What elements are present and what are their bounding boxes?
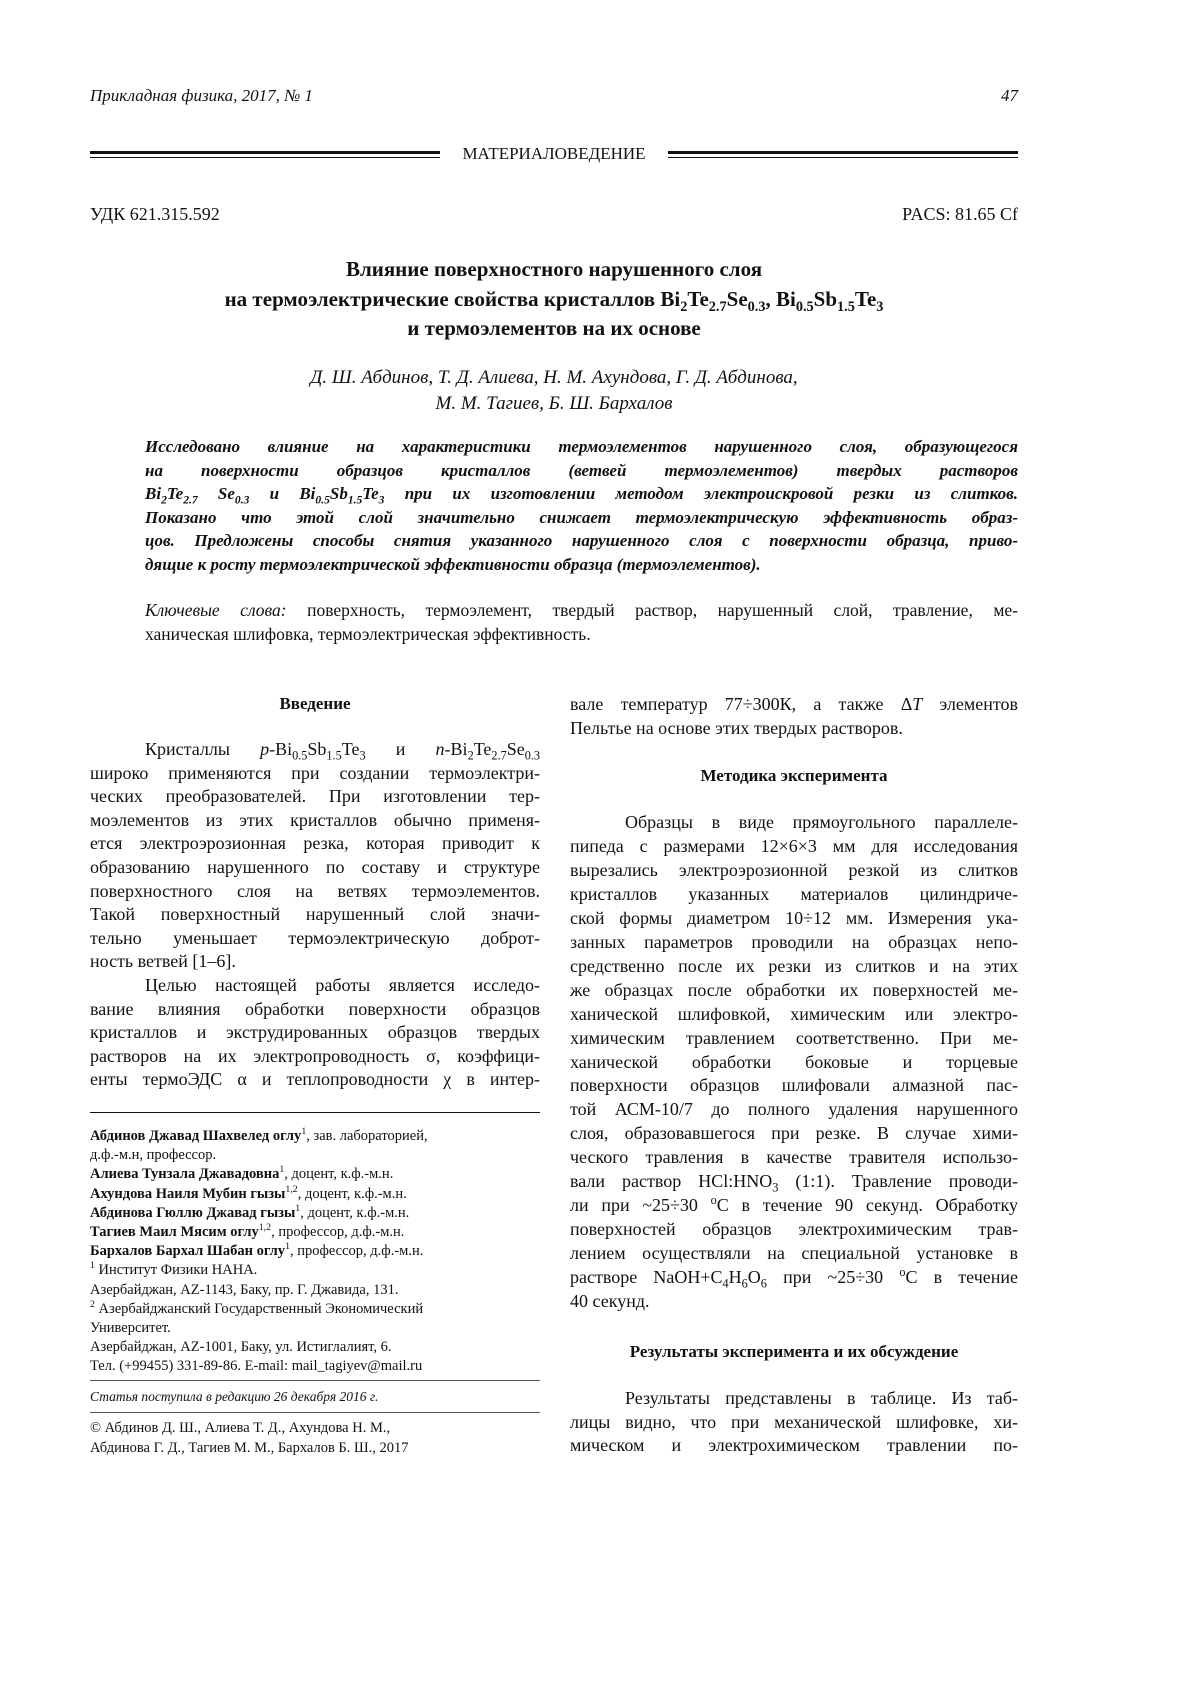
- text-line: Такой поверхностный нарушенный слой значи-: [90, 903, 540, 927]
- text-run: o: [711, 1193, 717, 1207]
- text-line: на поверхности образцов кристаллов (ветвей термоэлементов) твердых растворов: [145, 459, 1018, 483]
- text-run: 0.5: [796, 299, 814, 315]
- text-run: T: [912, 694, 922, 714]
- text-line: Исследовано влияние на характеристики термоэлементов нарушенного слоя, образующегося: [145, 435, 1018, 459]
- text-run: 1: [301, 1126, 306, 1137]
- text-run: 0.3: [748, 299, 766, 315]
- text-line: и термоэлементов на их основе: [90, 314, 1018, 344]
- text-run: 1.5: [837, 299, 855, 315]
- text-line: Азербайджан, AZ-1143, Баку, пр. Г. Джавида, 131.: [90, 1281, 540, 1300]
- text-line: растворов на их электропроводность σ, коэффици-: [90, 1045, 540, 1069]
- text-line: на термоэлектрические свойства кристаллов Bi2Te2.7Se0.3, Bi0.5Sb1.5Te3: [90, 285, 1018, 315]
- text-run: 6: [761, 1277, 767, 1291]
- text-line: дящие к росту термоэлектрической эффективности образца (термоэлементов).: [145, 553, 1018, 577]
- text-line: Bi2Te2.7 Se0.3 и Bi0.5Sb1.5Te3 при их изготовлении методом электроискровой резки из слитков.: [145, 482, 1018, 506]
- text-line: Ключевые слова: поверхность, термоэлемент, твердый раствор, нарушенный слой, травление, ме-: [145, 599, 1018, 623]
- text-run: 0.5: [315, 494, 329, 507]
- text-line: широко применяются при создании термоэлектри-: [90, 762, 540, 786]
- text-line: поверхностей образцов электрохимическим трав-: [570, 1218, 1018, 1242]
- heading-method: Методика эксперимента: [570, 766, 1018, 786]
- text-line: Азербайджан, AZ-1001, Баку, ул. Истиглалият, 6.: [90, 1338, 540, 1357]
- text-line: пипеда с размерами 12×6×3 мм для исследования: [570, 835, 1018, 859]
- text-run: 1.5: [326, 749, 341, 763]
- text-run: 4: [723, 1277, 729, 1291]
- text-line: Показано что этой слой значительно снижает термоэлектрическую эффективность образ-: [145, 506, 1018, 530]
- intro-paragraph-2-continued: [570, 693, 1018, 740]
- text-run: 1: [279, 1165, 284, 1176]
- text-line: 40 секунд.: [570, 1290, 1018, 1314]
- text-line: Влияние поверхностного нарушенного слоя: [90, 255, 1018, 285]
- text-run: o: [899, 1265, 905, 1279]
- text-line: Кристаллы p-Bi0.5Sb1.5Te3 и n-Bi2Te2.7Se0.3: [90, 738, 540, 762]
- text-run: 3: [876, 299, 883, 315]
- text-run: 1: [90, 1261, 95, 1272]
- text-line: Пельтье на основе этих твердых растворов.: [570, 717, 1018, 741]
- text-line: лицы видно, что при механической шлифовке, хи-: [570, 1411, 1018, 1435]
- text-line: средственно после их резки из слитков и на этих: [570, 955, 1018, 979]
- text-run: Тагиев Маил Мясим оглу: [90, 1224, 259, 1240]
- text-line: Результаты представлены в таблице. Из таб-: [570, 1387, 1018, 1411]
- text-run: 1: [295, 1203, 300, 1214]
- text-run: 2.7: [491, 749, 506, 763]
- text-line: Абдинова Г. Д., Тагиев М. М., Бархалов Б. Ш., 2017: [90, 1439, 540, 1459]
- text-line: той АСМ-10/7 до полного удаления нарушенного: [570, 1098, 1018, 1122]
- text-line: образованию нарушенного по составу и структуре: [90, 856, 540, 880]
- heading-results: Результаты эксперимента и их обсуждение: [570, 1342, 1018, 1362]
- text-line: Абдинов Джавад Шахвелед оглу1, зав. лабораторией,: [90, 1127, 540, 1146]
- results-paragraph: [570, 1387, 1018, 1458]
- text-run: 1,2: [285, 1184, 297, 1195]
- intro-paragraph-1: [90, 738, 540, 974]
- text-line: вали раствор HCl:HNO3 (1:1). Травление проводи-: [570, 1170, 1018, 1194]
- text-run: Абдинова Гюллю Джавад гызы: [90, 1205, 295, 1221]
- text-line: цов. Предложены способы снятия указанного нарушенного слоя с поверхности образца, приво-: [145, 529, 1018, 553]
- text-line: Алиева Тунзала Джавадовна1, доцент, к.ф.-м.н.: [90, 1165, 540, 1184]
- text-run: Бархалов Бархал Шабан оглу: [90, 1243, 285, 1259]
- text-line: лением осуществляли на специальной установке в: [570, 1242, 1018, 1266]
- text-run: 0.5: [292, 749, 307, 763]
- text-line: поверхности образцов шлифовали алмазной пас-: [570, 1074, 1018, 1098]
- text-run: Ключевые слова:: [145, 600, 287, 620]
- text-run: Ахундова Наиля Мубин гызы: [90, 1186, 285, 1202]
- text-line: Тел. (+99455) 331-89-86. E-mail: mail_tagiyev@mail.ru: [90, 1357, 540, 1376]
- text-run: 3: [359, 749, 365, 763]
- text-line: кристаллов указанных материалов цилиндриче-: [570, 883, 1018, 907]
- pacs-code: PACS: 81.65 Cf: [902, 204, 1018, 225]
- page-number: 47: [1001, 86, 1018, 106]
- footnote-divider: [90, 1380, 540, 1381]
- text-line: ханической обработки боковые и торцевые: [570, 1051, 1018, 1075]
- abstract: [145, 435, 1018, 577]
- text-line: слоя, образовавшегося при резке. В случае хими-: [570, 1122, 1018, 1146]
- text-line: Образцы в виде прямоугольного параллеле-: [570, 811, 1018, 835]
- text-line: ческого травления в качестве травителя использо-: [570, 1146, 1018, 1170]
- running-header-journal: Прикладная физика, 2017, № 1: [90, 86, 313, 106]
- text-line: тельно уменьшает термоэлектрическую доброт-: [90, 927, 540, 951]
- text-line: ханической шлифовкой, химическим или электро-: [570, 1003, 1018, 1027]
- text-line: д.ф.-м.н, профессор.: [90, 1146, 540, 1165]
- received-date: Статья поступила в редакцию 26 декабря 2016 г.: [90, 1389, 378, 1405]
- udc-code: УДК 621.315.592: [90, 204, 220, 225]
- section-title: МАТЕРИАЛОВЕДЕНИЕ: [440, 144, 668, 164]
- text-run: Абдинов Джавад Шахвелед оглу: [90, 1128, 301, 1144]
- text-run: 3: [772, 1181, 778, 1195]
- text-line: химическим травлением соответственно. При ме-: [570, 1027, 1018, 1051]
- keywords: [145, 599, 1018, 646]
- text-run: 2.7: [183, 494, 197, 507]
- text-run: 3: [379, 494, 385, 507]
- text-run: Алиева Тунзала Джавадовна: [90, 1166, 279, 1182]
- text-run: 2: [468, 749, 474, 763]
- text-run: n: [436, 739, 445, 759]
- page: [0, 0, 1200, 1698]
- copyright-divider: [90, 1412, 540, 1413]
- text-line: Тагиев Маил Мясим оглу1,2, профессор, д.ф.-м.н.: [90, 1223, 540, 1242]
- section-rule-left: [90, 151, 440, 158]
- text-run: p: [260, 739, 269, 759]
- section-rule-right: [668, 151, 1018, 158]
- text-line: растворе NaOH+C4H6O6 при ~25÷30 oC в течение: [570, 1266, 1018, 1290]
- author-footnotes: [90, 1127, 540, 1377]
- text-run: 1.5: [348, 494, 362, 507]
- text-line: ность ветвей [1–6].: [90, 950, 540, 974]
- copyright: [90, 1419, 540, 1458]
- footnote-rule: [90, 1112, 540, 1113]
- text-line: Целью настоящей работы является исследо-: [90, 974, 540, 998]
- text-line: моэлементов из этих кристаллов обычно применя-: [90, 809, 540, 833]
- text-run: 2: [680, 299, 687, 315]
- text-line: Абдинова Гюллю Джавад гызы1, доцент, к.ф.-м.н.: [90, 1204, 540, 1223]
- text-line: ется электроэрозионная резка, которая приводит к: [90, 832, 540, 856]
- text-line: ханическая шлифовка, термоэлектрическая эффективность.: [145, 623, 1018, 647]
- text-line: же образцах после обработки их поверхностей ме-: [570, 979, 1018, 1003]
- text-line: М. М. Тагиев, Б. Ш. Бархалов: [90, 391, 1018, 417]
- text-run: 1: [285, 1241, 290, 1252]
- text-line: Университет.: [90, 1319, 540, 1338]
- text-line: вырезались электроэрозионной резкой из слитков: [570, 859, 1018, 883]
- text-line: ческих преобразователей. При изготовлении тер-: [90, 785, 540, 809]
- article-title: [90, 255, 1018, 344]
- text-line: кристаллов и экструдированных образцов твердых: [90, 1021, 540, 1045]
- text-line: занных параметров проводили на образцах непо-: [570, 931, 1018, 955]
- text-line: Ахундова Наиля Мубин гызы1,2, доцент, к.ф.-м.н.: [90, 1185, 540, 1204]
- text-run: 2: [90, 1299, 95, 1310]
- text-line: вале температур 77÷300К, а также ΔT элементов: [570, 693, 1018, 717]
- author-list: [90, 365, 1018, 417]
- text-run: 0.3: [525, 749, 540, 763]
- text-line: ской формы диаметром 10÷12 мм. Измерения ука-: [570, 907, 1018, 931]
- text-run: 2: [161, 494, 167, 507]
- heading-introduction: Введение: [90, 694, 540, 714]
- text-line: Бархалов Бархал Шабан оглу1, профессор, д.ф.-м.н.: [90, 1242, 540, 1261]
- text-line: Д. Ш. Абдинов, Т. Д. Алиева, Н. М. Ахундова, Г. Д. Абдинова,: [90, 365, 1018, 391]
- text-line: вание влияния обработки поверхности образцов: [90, 998, 540, 1022]
- text-line: 1 Институт Физики НАНА.: [90, 1261, 540, 1280]
- text-line: енты термоЭДС α и теплопроводности χ в интер-: [90, 1068, 540, 1092]
- text-line: поверхностного слоя на ветвях термоэлементов.: [90, 880, 540, 904]
- text-line: 2 Азербайджанский Государственный Экономический: [90, 1300, 540, 1319]
- text-run: 6: [742, 1277, 748, 1291]
- text-line: ли при ~25÷30 oC в течение 90 секунд. Обработку: [570, 1194, 1018, 1218]
- text-run: 0.3: [235, 494, 249, 507]
- method-paragraph: [570, 811, 1018, 1314]
- text-line: © Абдинов Д. Ш., Алиева Т. Д., Ахундова Н. М.,: [90, 1419, 540, 1439]
- intro-paragraph-2: [90, 974, 540, 1092]
- text-run: 2.7: [709, 299, 727, 315]
- text-run: 1,2: [259, 1222, 271, 1233]
- text-line: мическом и электрохимическом травлении по-: [570, 1434, 1018, 1458]
